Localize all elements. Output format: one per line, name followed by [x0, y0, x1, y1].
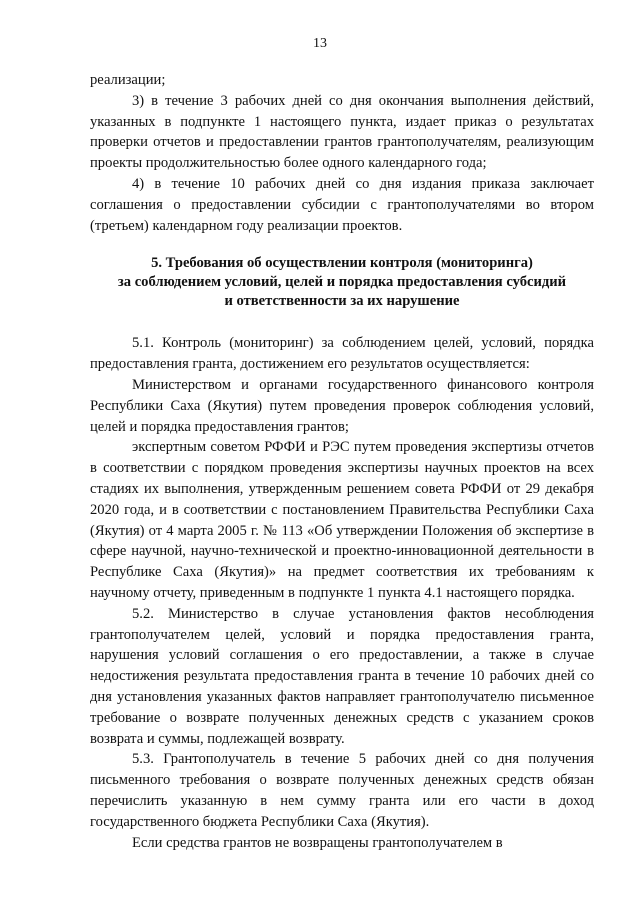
section-heading-line-2: за соблюдением условий, целей и порядка предоставления субсидий: [117, 274, 567, 291]
paragraph-ministry-control: Министерством и органами государственного финансового контроля Республики Саха (Якутия) путем проведения проверок соблюдения условий, целей и порядка предоставления грантов;: [90, 376, 594, 435]
paragraph-5-1: 5.1. Контроль (мониторинг) за соблюдением целей, условий, порядка предоставления гранта, достижением его результатов осуществляется:: [90, 335, 594, 373]
section-heading-line-1: 5. Требования об осуществлении контроля (мониторинга): [151, 255, 533, 272]
document-body: [90, 70, 594, 853]
section-heading: [90, 254, 594, 311]
paragraph-item-4: 4) в течение 10 рабочих дней со дня издания приказа заключает соглашения о предоставлении субсидии с грантополучателями во втором (третьем) календарном году реализации проектов.: [90, 175, 594, 234]
paragraph-refund-clause: Если средства грантов не возвращены грантополучателем в: [132, 834, 503, 851]
page-number: 13: [313, 36, 327, 51]
paragraph-item-3: 3) в течение 3 рабочих дней со дня окончания выполнения действий, указанных в подпункте 1 настоящего пункта, издает приказ о результатах проверки отчетов и предоставлении грантов грантополучателям, реализующим проекты продолжительностью более одного календарного года;: [90, 92, 594, 172]
paragraph-5-2: 5.2. Министерство в случае установления фактов несоблюдения грантополучателем целей, условий и порядка предоставления гранта, нарушения условий соглашения о его предоставлении, а также в случае недостижения результата предоставления гранта в течение 10 рабочих дней со дня установления указанных фактов направляет грантополучателю письменное требование о возврате полученных денежных средств с указанием сроков возврата и суммы, подлежащей возврату.: [90, 605, 594, 747]
paragraph-continuation: реализации;: [90, 72, 166, 88]
section-heading-line-3: и ответственности за их нарушение: [224, 293, 460, 310]
paragraph-5-3: 5.3. Грантополучатель в течение 5 рабочих дней со дня получения письменного требования о возврате полученных денежных средств обязан перечислить указанную в нем сумму гранта или его части в доход государственного бюджета Республики Саха (Якутия).: [90, 751, 594, 830]
paragraph-expert-council: экспертным советом РФФИ и РЭС путем проведения экспертизы отчетов в соответствии с порядком проведения экспертизы научных проектов на всех стадиях их выполнения, утвержденным решением совета РФФИ от 29 декабря 2020 года, и в соответствии с постановлением Правительства Республики Саха (Якутия) от 4 марта 2005 г. № 113 «Об утверждении Положения об экспертизе в сфере научной, научно-технической и проектно-инновационной деятельности в Республике Саха (Якутия)» на предмет соответствия их требованиям к научному отчету, приведенным в подпункте 1 пункта 4.1 настоящего порядка.: [90, 439, 594, 601]
